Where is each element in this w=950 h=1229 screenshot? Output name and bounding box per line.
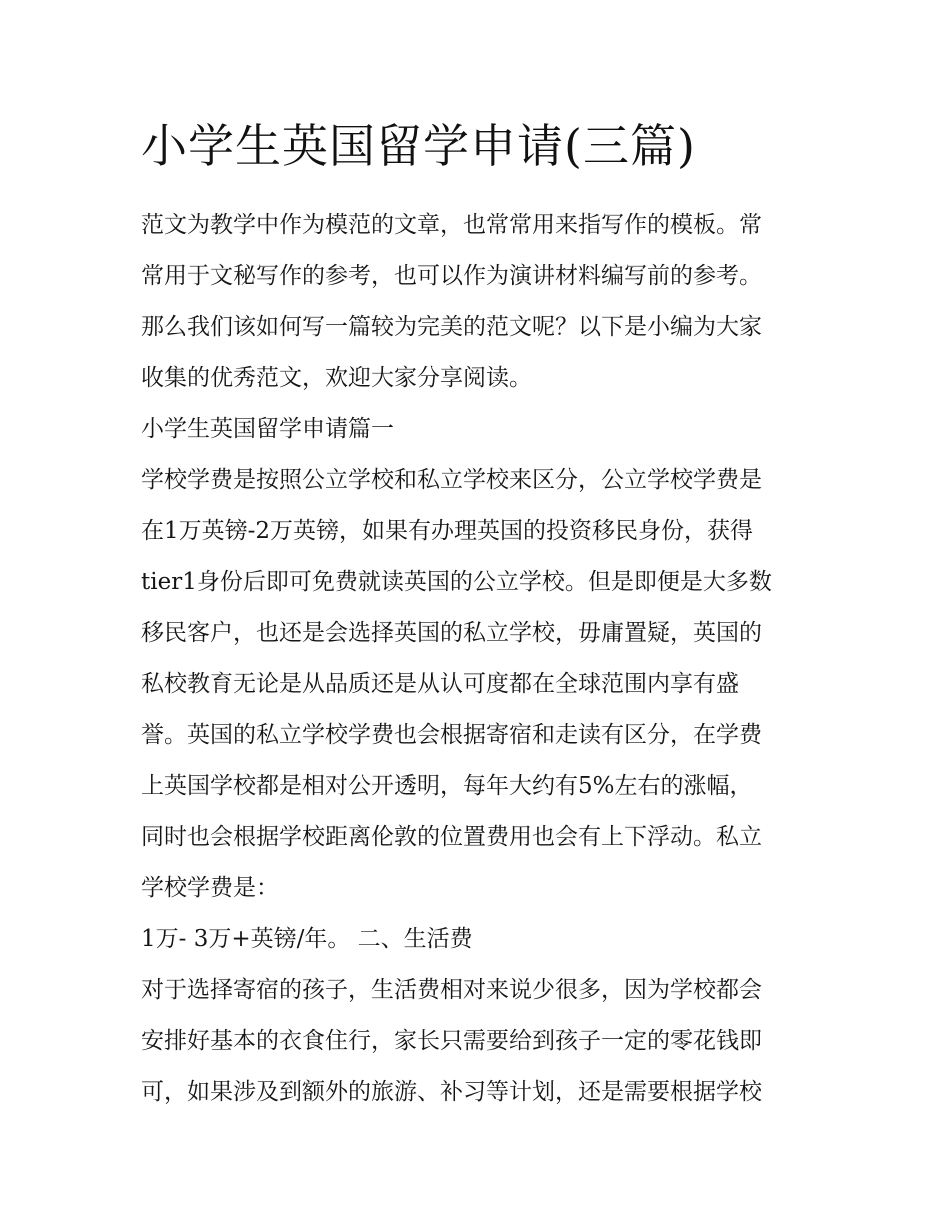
text-line: 上英国学校都是相对公开透明，每年大约有5%左右的涨幅， bbox=[141, 773, 753, 799]
document-body bbox=[141, 200, 811, 1118]
text-line: 同时也会根据学校距离伦敦的位置费用也会有上下浮动。私立 bbox=[141, 824, 762, 850]
text-line: 那么我们该如何写一篇较为完美的范文呢？以下是小编为大家 bbox=[141, 314, 762, 340]
text-line: 1万- 3万+英镑/年。 二、生活费 bbox=[141, 926, 473, 952]
text-line: 学校学费是： bbox=[141, 875, 279, 901]
text-line: 安排好基本的衣食住行，家长只需要给到孩子一定的零花钱即 bbox=[141, 1028, 762, 1054]
section-heading: 小学生英国留学申请篇一 bbox=[141, 416, 394, 442]
text-line: 收集的优秀范文，欢迎大家分享阅读。 bbox=[141, 365, 532, 391]
text-line: 学校学费是按照公立学校和私立学校来区分，公立学校学费是 bbox=[141, 467, 762, 493]
text-line: 常用于文秘写作的参考，也可以作为演讲材料编写前的参考。 bbox=[141, 263, 762, 289]
text-line: tier1身份后即可免费就读英国的公立学校。但是即便是大多数 bbox=[141, 569, 772, 595]
text-line: 誉。英国的私立学校学费也会根据寄宿和走读有区分，在学费 bbox=[141, 722, 762, 748]
text-line: 私校教育无论是从品质还是从认可度都在全球范围内享有盛 bbox=[141, 671, 739, 697]
text-line: 对于选择寄宿的孩子，生活费相对来说少很多，因为学校都会 bbox=[141, 977, 762, 1003]
text-line: 可，如果涉及到额外的旅游、补习等计划，还是需要根据学校 bbox=[141, 1079, 762, 1105]
text-line: 移民客户，也还是会选择英国的私立学校，毋庸置疑，英国的 bbox=[141, 620, 762, 646]
text-line: 范文为教学中作为模范的文章，也常常用来指写作的模板。常 bbox=[141, 212, 762, 238]
document-title: 小学生英国留学申请(三篇) bbox=[141, 119, 696, 173]
text-line: 在1万英镑-2万英镑，如果有办理英国的投资移民身份，获得 bbox=[141, 518, 754, 544]
